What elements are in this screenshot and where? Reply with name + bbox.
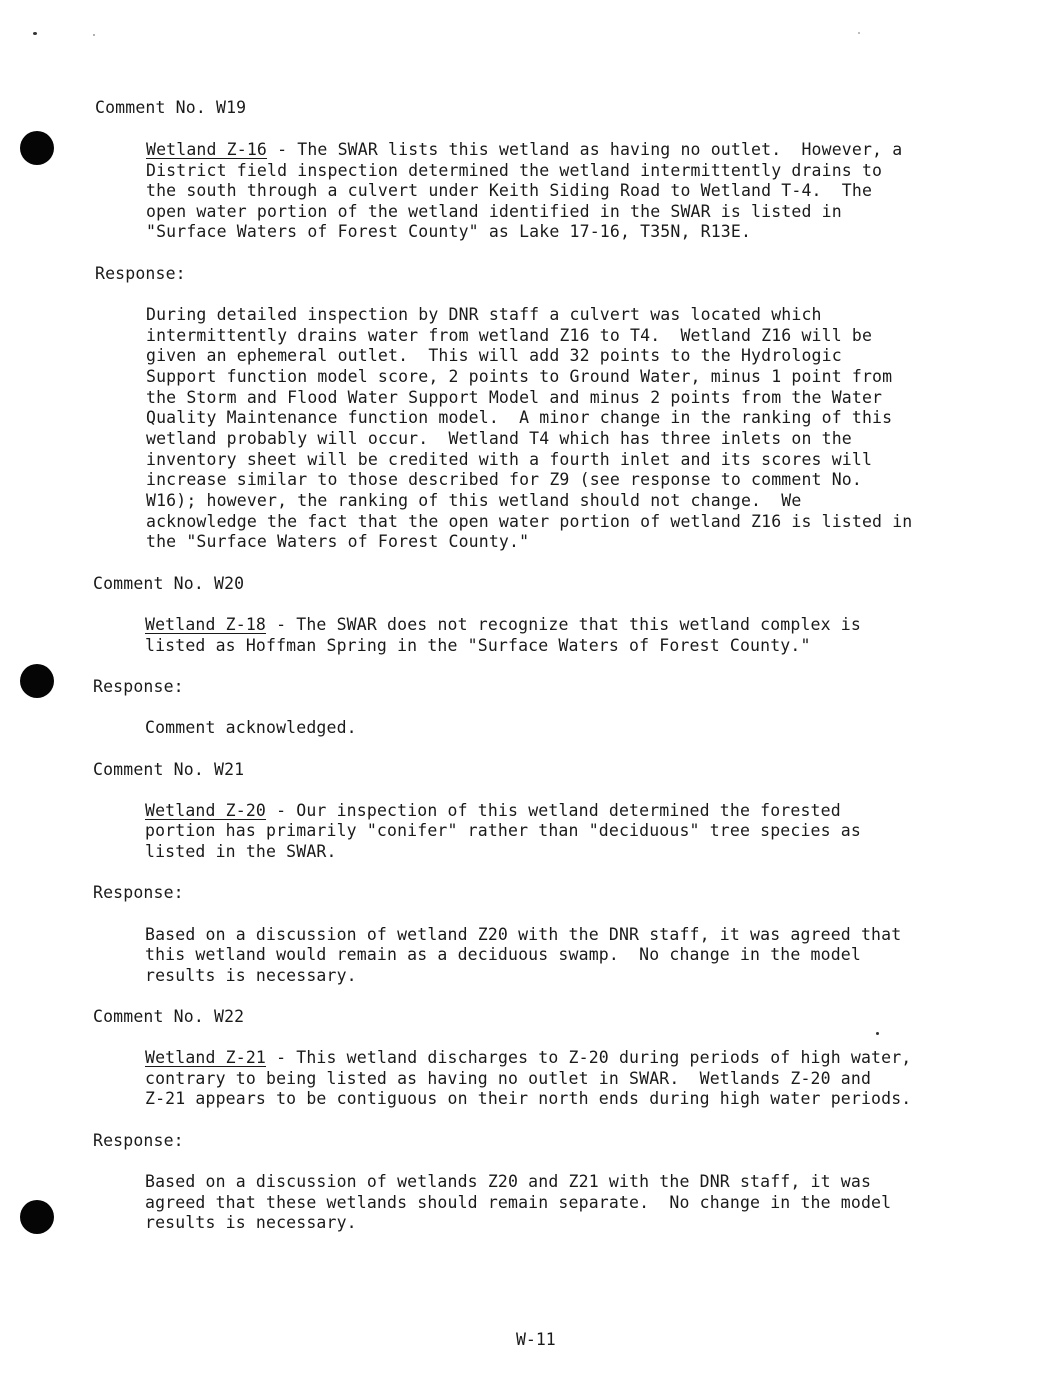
response-line: wetland probably will occur. Wetland T4 which has three inlets on the (146, 429, 852, 448)
punch-hole-top (20, 131, 54, 165)
response-line: Based on a discussion of wetlands Z20 and Z21 with the DNR staff, it was (145, 1172, 872, 1191)
response-line: this wetland would remain as a deciduous swamp. No change in the model (145, 945, 861, 964)
response-line: W16); however, the ranking of this wetland should not change. We (146, 491, 802, 510)
wetland-reference: Wetland Z-16 (146, 140, 268, 159)
response-heading: Response: (95, 264, 186, 283)
response-line: results is necessary. (145, 966, 357, 985)
response-line: During detailed inspection by DNR staff a culvert was located which (146, 305, 822, 324)
comment-heading: Comment No. W19 (95, 98, 247, 117)
comment-text: - The SWAR does not recognize that this wetland complex is (266, 615, 861, 634)
comment-first-line (145, 615, 861, 636)
response-heading: Response: (93, 883, 184, 902)
response-line: given an ephemeral outlet. This will add 32 points to the Hydrologic (146, 346, 842, 365)
comment-first-line (145, 801, 841, 822)
comment-text: - Our inspection of this wetland determined the forested (266, 801, 841, 820)
comment-heading: Comment No. W22 (93, 1007, 245, 1026)
wetland-reference: Wetland Z-20 (145, 801, 267, 820)
response-line: Comment acknowledged. (145, 718, 357, 737)
comment-first-line (146, 140, 902, 161)
response-line: Support function model score, 2 points to Ground Water, minus 1 point from (146, 367, 893, 386)
response-heading: Response: (93, 677, 184, 696)
response-line: results is necessary. (145, 1213, 357, 1232)
wetland-reference: Wetland Z-18 (145, 615, 267, 634)
comment-line: Z-21 appears to be contiguous on their north ends during high water periods. (145, 1089, 912, 1108)
response-line: increase similar to those described for Z9 (see response to comment No. (146, 470, 862, 489)
scan-speck (33, 32, 37, 35)
comment-text: - This wetland discharges to Z-20 during periods of high water, (266, 1048, 912, 1067)
page-number: W-11 (516, 1330, 556, 1349)
comment-line: the south through a culvert under Keith Siding Road to Wetland T-4. The (146, 181, 873, 200)
comment-line: open water portion of the wetland identified in the SWAR is listed in (146, 202, 842, 221)
comment-text: - The SWAR lists this wetland as having no outlet. However, a (267, 140, 903, 159)
comment-line: listed as Hoffman Spring in the "Surface Waters of Forest County." (145, 636, 811, 655)
response-line: agreed that these wetlands should remain separate. No change in the model (145, 1193, 892, 1212)
response-line: the "Surface Waters of Forest County." (146, 532, 530, 551)
comment-line: portion has primarily "conifer" rather than "deciduous" tree species as (145, 821, 861, 840)
response-line: inventory sheet will be credited with a fourth inlet and its scores will (146, 450, 873, 469)
comment-line: District field inspection determined the wetland intermittently drains to (146, 161, 883, 180)
comment-heading: Comment No. W21 (93, 760, 245, 779)
response-line: acknowledge the fact that the open water portion of wetland Z16 is listed in (146, 512, 913, 531)
response-line: intermittently drains water from wetland Z16 to T4. Wetland Z16 will be (146, 326, 873, 345)
scan-speck (858, 32, 860, 34)
response-line: Quality Maintenance function model. A minor change in the ranking of this (146, 408, 893, 427)
response-line: the Storm and Flood Water Support Model and minus 2 points from the Water (146, 388, 883, 407)
wetland-reference: Wetland Z-21 (145, 1048, 267, 1067)
comment-heading: Comment No. W20 (93, 574, 245, 593)
comment-line: listed in the SWAR. (145, 842, 337, 861)
response-heading: Response: (93, 1131, 184, 1150)
comment-line: contrary to being listed as having no outlet in SWAR. Wetlands Z-20 and (145, 1069, 872, 1088)
comment-line: "Surface Waters of Forest County" as Lake 17-16, T35N, R13E. (146, 222, 752, 241)
punch-hole-middle (20, 664, 54, 698)
scan-speck (876, 1032, 879, 1035)
comment-first-line (145, 1048, 911, 1069)
punch-hole-bottom (20, 1200, 54, 1234)
scan-speck (93, 34, 95, 36)
response-line: Based on a discussion of wetland Z20 with the DNR staff, it was agreed that (145, 925, 902, 944)
